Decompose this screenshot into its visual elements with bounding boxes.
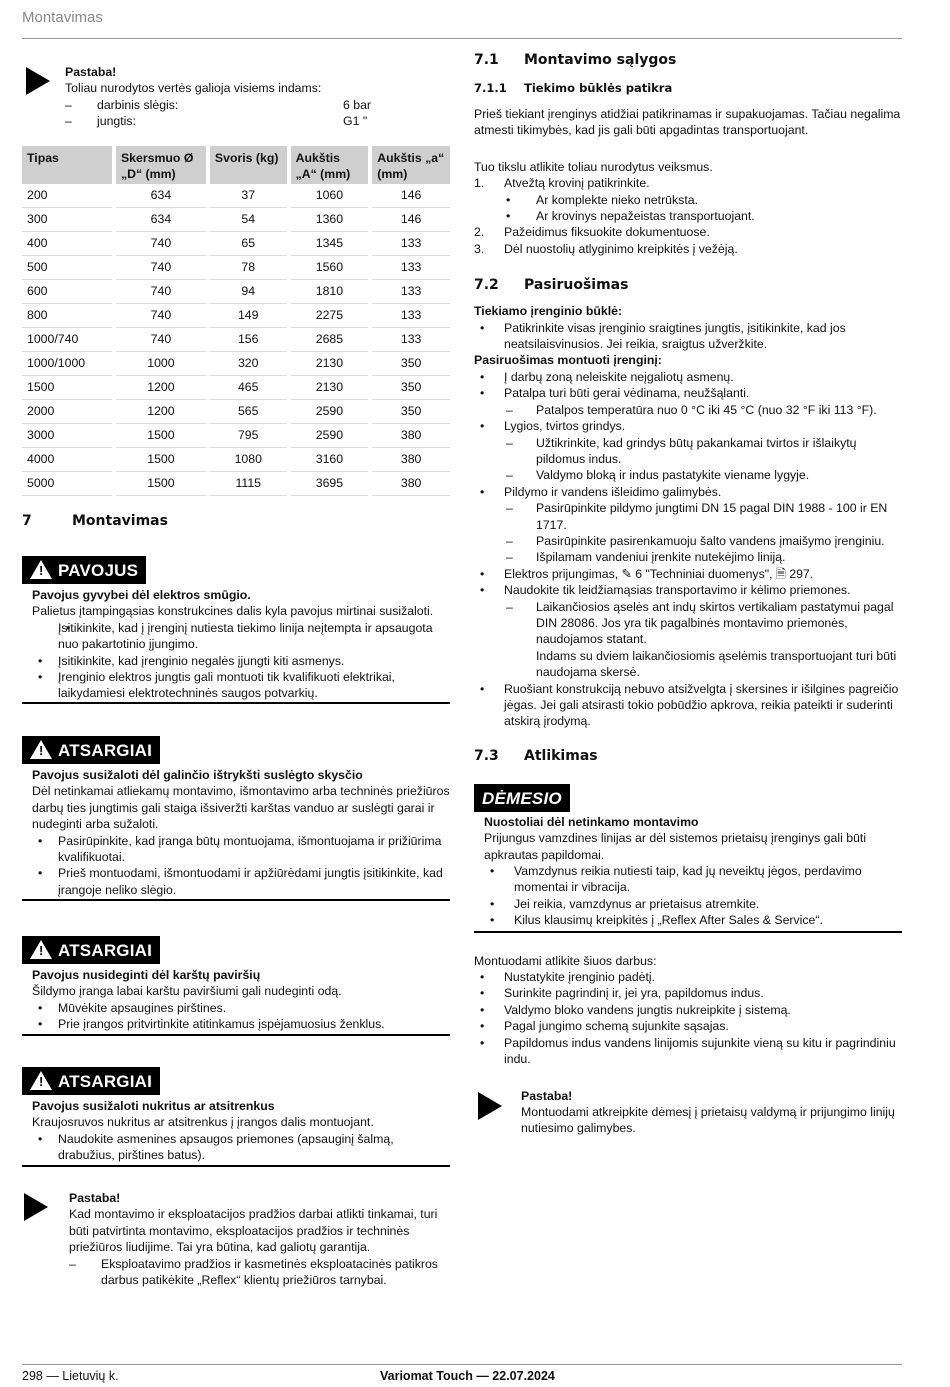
list-item: • Pildymo ir vandens išleidimo galimybės. — [474, 484, 904, 500]
table-cell: 740 — [116, 256, 206, 280]
table-cell: 3160 — [291, 448, 369, 472]
note-bottom — [69, 1190, 445, 1288]
note-text: Toliau nurodytos vertės galioja visiems indams: — [65, 81, 322, 96]
section-7-3-heading — [474, 748, 904, 770]
table-header-cell: Skersmuo Ø „D“ (mm) — [116, 146, 206, 184]
signal-label: ATSARGIAI — [58, 940, 153, 960]
table-cell: 795 — [210, 424, 287, 448]
warning-icon: ! — [30, 1071, 52, 1090]
table-cell: 1500 — [116, 448, 206, 472]
warning-text: Dėl netinkamai atliekamų montavimo, išmontavimo arba techninės priežiūros darbų ties jungtimis gali staiga išsiveržti karštas vanduo ar suslėgti garai ir nudeginti arba sužaloti. — [32, 784, 450, 832]
table-cell: 465 — [210, 376, 287, 400]
paragraph: Prieš tiekiant įrenginys atidžiai patikrinamas ir supakuojamas. Tačiau negalima atmesti tikimybės, kad jis gali būti apgadintas transportuojant. — [474, 107, 901, 138]
note-arrow-icon — [24, 1193, 48, 1221]
table-cell: 1560 — [291, 256, 369, 280]
warning-title: Pavojus nusideginti dėl karštų paviršių — [32, 967, 261, 982]
note-title: Pastaba! — [521, 1088, 573, 1103]
note-title: Pastaba! — [65, 65, 117, 79]
table-cell: 146 — [372, 184, 450, 208]
table-cell: 1500 — [116, 424, 206, 448]
table-body — [22, 184, 450, 496]
table-cell: 1000 — [116, 352, 206, 376]
footer-rule — [22, 1364, 902, 1365]
list-item: • Papildomus indus vandens linijomis sujunkite vieną su kitu ir pagrindiniu indu. — [474, 1035, 904, 1068]
list-item: • Naudokite tik leidžiamąsias transportavimo ir kėlimo priemones. — [474, 582, 904, 598]
section-number: 7.1.1 — [474, 81, 507, 95]
header-rule — [22, 38, 902, 39]
table-cell: 65 — [210, 232, 287, 256]
caution-box-1 — [22, 736, 450, 901]
note-item: – Eksploatavimo pradžios ir kasmetinės eksploatacinės patikros darbus patikėkite „Reflex“ klientų priežiūros tarnybai. — [69, 1256, 445, 1289]
table-header-row — [22, 146, 450, 184]
list-item: • Prie įrangos pritvirtinkite atitinkamus įspėjamuosius ženklus. — [32, 1016, 450, 1032]
list-item: • Įrenginio elektros jungtis gali montuoti tik kvalifikuoti elektrikai, laikydamiesi elektrotechninės saugos potvarkių. — [32, 669, 450, 702]
table-cell: 740 — [116, 328, 206, 352]
table-cell: 133 — [372, 232, 450, 256]
table-cell: 1360 — [291, 208, 369, 232]
section-title: Tiekimo būklės patikra — [524, 81, 673, 95]
list-item: • Mūvėkite apsaugines pirštines. — [32, 1000, 450, 1016]
table-cell: 4000 — [22, 448, 112, 472]
list-item: – Pasirūpinkite pildymo jungtimi DN 15 pagal DIN 1988 - 100 ir EN 1717. — [474, 500, 904, 533]
table-cell: 565 — [210, 400, 287, 424]
table-cell: 3695 — [291, 472, 369, 496]
table-cell: 1345 — [291, 232, 369, 256]
list-item: • Į darbų zoną neleiskite neįgaliotų asmenų. — [474, 369, 904, 385]
table-header-cell: Aukštis „A“ (mm) — [291, 146, 369, 184]
danger-box — [22, 556, 450, 704]
step-item — [474, 224, 904, 240]
note-text: Montuodami atkreipkite dėmesį į prietaisų valdymą ir prijungimo linijų nutiesimo galimybes. — [521, 1104, 895, 1136]
list-item: – Pasirūpinkite pasirenkamuoju šalto vandens įmaišymo įrenginiu. — [474, 533, 904, 549]
table-cell: 1000/1000 — [22, 352, 112, 376]
table-cell: 94 — [210, 280, 287, 304]
list-item: • Naudokite asmenines apsaugos priemones (apsauginį šalmą, drabužius, pirštines batus). — [32, 1131, 450, 1164]
table-cell: 600 — [22, 280, 112, 304]
table-cell: 400 — [22, 232, 112, 256]
table-cell: 350 — [372, 376, 450, 400]
table-cell: 5000 — [22, 472, 112, 496]
table-cell: 54 — [210, 208, 287, 232]
subheading: Tiekiamo įrenginio būklė: — [474, 304, 623, 319]
section-title: Pasiruošimas — [524, 277, 629, 294]
table-cell: 800 — [22, 304, 112, 328]
table-row — [22, 424, 450, 448]
section-number: 7 — [22, 513, 32, 529]
note-item-key: jungtis: — [97, 114, 136, 129]
table-row — [22, 280, 450, 304]
table-row — [22, 184, 450, 208]
table-cell: 1060 — [291, 184, 369, 208]
list-item: • Vamzdynus reikia nutiesti taip, kad jų neveiktų jėgos, perdavimo momentai ir vibracija. — [484, 863, 902, 896]
section-7-2-heading — [474, 277, 904, 299]
step-number: 1. — [474, 176, 485, 191]
note-item — [65, 97, 405, 113]
warning-text: Kraujosruvos nukritus ar atsitrenkus į įrangos dalis montuojant. — [32, 1115, 374, 1130]
table-cell: 2130 — [291, 376, 369, 400]
section-title: Montavimo sąlygos — [524, 52, 677, 68]
table-cell: 78 — [210, 256, 287, 280]
table-cell: 2590 — [291, 400, 369, 424]
attention-signal: DĖMESIO — [474, 784, 570, 812]
table-cell: 133 — [372, 280, 450, 304]
warning-icon: ! — [30, 940, 52, 959]
list-item: • Kilus klausimų kreipkitės į „Reflex After Sales & Service“. — [484, 912, 902, 928]
step-text: Pažeidimus fiksuokite dokumentuose. — [504, 225, 710, 240]
table-cell: 740 — [116, 304, 206, 328]
warning-text: Šildymo įranga labai karštu paviršiumi gali nudeginti odą. — [32, 984, 342, 999]
table-cell: 1200 — [116, 376, 206, 400]
footer-left: 298 — Lietuvių k. — [22, 1369, 119, 1383]
list-item: • Lygios, tvirtos grindys. — [474, 418, 904, 434]
list-item: • Jei reikia, vamzdynus ar prietaisus atremkite. — [484, 896, 902, 912]
table-cell: 149 — [210, 304, 287, 328]
note-arrow-icon — [26, 67, 50, 95]
note-item — [65, 113, 405, 129]
section-number: 7.3 — [474, 747, 499, 764]
table-cell: 1115 — [210, 472, 287, 496]
table-cell: 500 — [22, 256, 112, 280]
list-item: • Patalpa turi būti gerai vėdinama, neužšąlanti. — [474, 385, 904, 401]
table-row — [22, 328, 450, 352]
warning-title: Nuostoliai dėl netinkamo montavimo — [484, 814, 699, 829]
subheading: Pasiruošimas montuoti įrenginį: — [474, 353, 662, 368]
step-text: Dėl nuostolių atlyginimo kreipkitės į vežėją. — [504, 241, 738, 256]
paragraph: Montuodami atlikite šiuos darbus: — [474, 953, 657, 968]
signal-label: PAVOJUS — [58, 560, 139, 580]
list-item: Indams su dviem laikančiosiomis ąselėmis transportuojant turi būti naudojama skersė. — [536, 648, 897, 680]
step-text: Atvežtą krovinį patikrinkite. — [504, 176, 650, 191]
table-row — [22, 376, 450, 400]
page-header: Montavimas — [22, 9, 103, 26]
table-cell: 2130 — [291, 352, 369, 376]
warning-title: Pavojus gyvybei dėl elektros smūgio. — [32, 587, 251, 602]
section-number: 7.1 — [474, 52, 499, 68]
note-item-value: G1 " — [343, 114, 368, 129]
section-title: Atlikimas — [524, 747, 598, 764]
list-item: • Ar komplekte nieko netrūksta. — [474, 192, 904, 208]
step-number: 2. — [474, 225, 485, 240]
table-row — [22, 400, 450, 424]
step-item — [474, 241, 904, 257]
right-column — [474, 52, 904, 1137]
step-number: 3. — [474, 241, 485, 256]
warning-text: Prijungus vamzdines linijas ar dėl sistemos prietaisų įrenginys gali būti apkrautas papildomai. — [484, 831, 867, 862]
list-item: – Išpilamam vandeniui įrenkite nutekėjimo liniją. — [474, 549, 904, 565]
warning-title: Pavojus susižaloti dėl galinčio ištrykšti suslėgto skysčio — [32, 767, 363, 782]
table-row — [22, 352, 450, 376]
table-cell: 380 — [372, 448, 450, 472]
table-row — [22, 304, 450, 328]
section-7-heading — [22, 513, 168, 529]
table-cell: 133 — [372, 304, 450, 328]
table-cell: 133 — [372, 328, 450, 352]
table-cell: 1500 — [116, 472, 206, 496]
section-number: 7.2 — [474, 277, 499, 294]
warning-icon: ! — [30, 740, 52, 759]
list-item: • Ruošiant konstrukciją nebuvo atsižvelgta į skersines ir išilgines pagreičio jėgas. Jei gali atsirasti tokio pobūdžio apkrova, reikia pateikti ir suderinti atskirą įrodymą. — [474, 681, 904, 730]
table-header-cell: Svoris (kg) — [210, 146, 287, 184]
note-text: Kad montavimo ir eksploatacijos pradžios darbai atlikti tinkamai, turi būti patvirtinta montavimo, eksploatacijos pradžios ir techninės priežiūros liudijime. Tai yra būtina, kad galiotų garantija. — [69, 1207, 438, 1255]
table-cell: 2275 — [291, 304, 369, 328]
note-item-value: 6 bar — [343, 97, 372, 112]
list-item: • Surinkite pagrindinį ir, jei yra, papildomus indus. — [474, 985, 904, 1001]
note-top — [65, 64, 445, 130]
table-cell: 1500 — [22, 376, 112, 400]
list-item: • Patikrinkite visas įrenginio sraigtines jungtis, įsitikinkite, kad jos neatsilaisvinusios. Jei reikia, sraigtus užveržkite. — [474, 320, 904, 353]
caution-signal — [22, 736, 160, 764]
table-cell: 200 — [22, 184, 112, 208]
danger-signal — [22, 556, 146, 584]
table-row — [22, 232, 450, 256]
table-row — [22, 448, 450, 472]
paragraph: Tuo tikslu atlikite toliau nurodytus veiksmus. — [474, 159, 713, 174]
list-item: • Įsitikinkite, kad į įrenginį nutiesta tiekimo linija neįtempta ir apsaugota nuo pakartotinio įjungimo. — [32, 620, 450, 653]
table-cell: 2590 — [291, 424, 369, 448]
table-cell: 3000 — [22, 424, 112, 448]
list-item: • Elektros prijungimas, ✎ 6 "Techniniai duomenys", 🗎 297. — [474, 566, 904, 582]
spec-table — [18, 146, 454, 496]
note-title: Pastaba! — [69, 1191, 121, 1205]
table-cell: 2000 — [22, 400, 112, 424]
note-item-key: darbinis slėgis: — [97, 97, 179, 112]
table-cell: 37 — [210, 184, 287, 208]
table-cell: 300 — [22, 208, 112, 232]
section-title: Montavimas — [72, 513, 168, 529]
warning-title: Pavojus susižaloti nukritus ar atsitrenkus — [32, 1098, 275, 1113]
table-cell: 380 — [372, 424, 450, 448]
table-header-cell: Tipas — [22, 146, 112, 184]
caution-signal — [22, 1067, 160, 1095]
list-item: – Valdymo bloką ir indus pastatykite viename lygyje. — [474, 467, 904, 483]
list-item: – Laikančiosios ąselės ant indų skirtos vertikaliam pastatymui pagal DIN 28086. Jos yra tik pagalbinės montavimo priemonės, naudojamos statant. — [474, 599, 904, 648]
caution-signal — [22, 936, 160, 964]
table-cell: 380 — [372, 472, 450, 496]
table-header-cell: Aukštis „a“ (mm) — [372, 146, 450, 184]
table-cell: 1810 — [291, 280, 369, 304]
list-item: • Prieš montuodami, išmontuodami ir apžiūrėdami jungtis įsitikinkite, kad įrangoje neliko slėgio. — [32, 865, 450, 898]
signal-label: ATSARGIAI — [58, 1071, 153, 1091]
list-item: – Užtikrinkite, kad grindys būtų pakankamai tvirtos ir išlaikytų pildomus indus. — [474, 435, 904, 468]
table-cell: 740 — [116, 232, 206, 256]
list-item: • Ar krovinys nepažeistas transportuojant. — [474, 208, 904, 224]
list-item: • Pasirūpinkite, kad įranga būtų montuojama, išmontuojama ir prižiūrima kvalifikuotai. — [32, 833, 450, 866]
table-cell: 350 — [372, 400, 450, 424]
table-cell: 320 — [210, 352, 287, 376]
caution-box-3 — [22, 1067, 450, 1167]
table-cell: 740 — [116, 280, 206, 304]
table-cell: 156 — [210, 328, 287, 352]
step-item — [474, 175, 904, 191]
list-item: • Pagal jungimo schemą sujunkite sąsajas. — [474, 1018, 904, 1034]
list-item: – Patalpos temperatūra nuo 0 °C iki 45 °C (nuo 32 °F iki 113 °F). — [474, 402, 904, 418]
warning-text: Palietus įtampingąsias konstrukcines dalis kyla pavojus mirtinai susižaloti. — [32, 604, 434, 619]
section-7-1-1-heading — [474, 80, 904, 104]
list-item: • Nustatykite įrenginio padėtį. — [474, 969, 904, 985]
list-item: • Valdymo bloko vandens jungtis nukreipkite į sistemą. — [474, 1002, 904, 1018]
table-row — [22, 208, 450, 232]
footer-center: Variomat Touch — 22.07.2024 — [380, 1369, 555, 1383]
warning-icon: ! — [30, 560, 52, 579]
signal-label: ATSARGIAI — [58, 740, 153, 760]
table-row — [22, 472, 450, 496]
table-cell: 133 — [372, 256, 450, 280]
table-cell: 1200 — [116, 400, 206, 424]
table-cell: 634 — [116, 208, 206, 232]
table-cell: 2685 — [291, 328, 369, 352]
caution-box-2 — [22, 936, 450, 1036]
table-cell: 1080 — [210, 448, 287, 472]
list-item: • Įsitikinkite, kad įrenginio negalės įjungti kiti asmenys. — [32, 653, 450, 669]
section-7-1-heading — [474, 52, 904, 74]
note-arrow-icon — [478, 1092, 502, 1120]
attention-box — [474, 784, 902, 933]
table-cell: 634 — [116, 184, 206, 208]
table-cell: 1000/740 — [22, 328, 112, 352]
table-cell: 350 — [372, 352, 450, 376]
note-right — [474, 1088, 904, 1137]
table-cell: 146 — [372, 208, 450, 232]
table-row — [22, 256, 450, 280]
